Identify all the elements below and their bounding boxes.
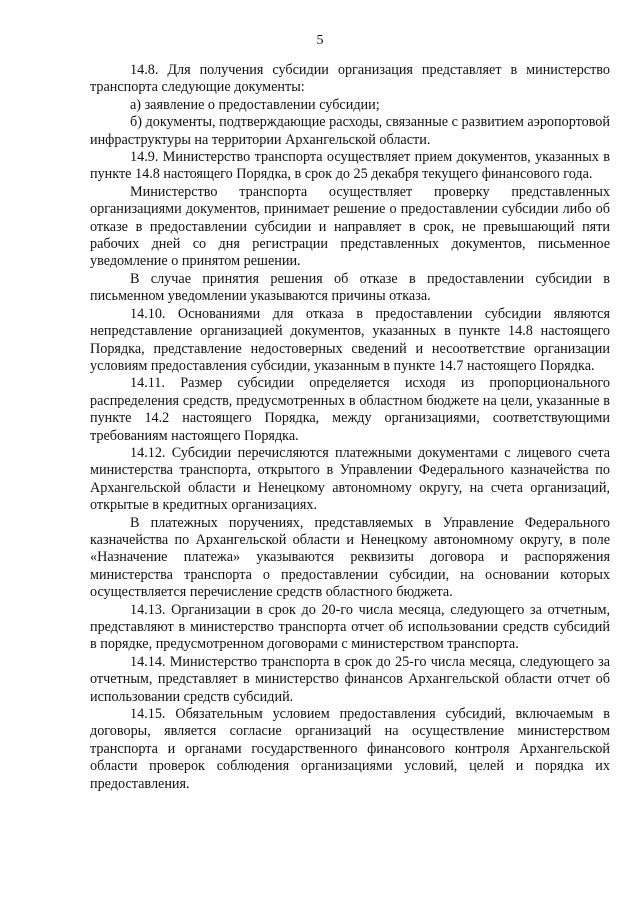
paragraph-item-a: а) заявление о предоставлении субсидии; [130, 96, 380, 113]
paragraph-14-15: 14.15. Обязательным условием предоставления субсидий, включаемым в договоры, является согласие организаций на осуществление министерством транспорта и органами государственного финансового контроля Архангельской области проверок соблюдения организациями условий, целей и порядка их предоставления. [90, 706, 610, 792]
paragraph-refusal-notice: В случае принятия решения об отказе в предоставлении субсидии в письменном уведомлении указываются причины отказа. [90, 270, 610, 305]
paragraph-14-13: 14.13. Организации в срок до 20-го числа месяца, следующего за отчетным, представляют в министерство транспорта отчет об использовании средств субсидий в порядке, предусмотренном договорами с министерством транспорта. [90, 601, 610, 653]
document-body [90, 62, 610, 793]
page-number: 5 [316, 33, 324, 48]
paragraph-14-14: 14.14. Министерство транспорта в срок до 25-го числа месяца, следующего за отчетным, представляет в министерство финансов Архангельской области отчет об использовании средств субсидий. [90, 653, 610, 705]
paragraph-payment-orders: В платежных поручениях, представляемых в Управление Федерального казначейства по Архангельской области и Ненецкому автономному округу, в поле «Назначение платежа» указываются реквизиты договора и распоряжения министерства транспорта о предоставлении субсидии, на основании которых осуществляется перечисление средств областного бюджета. [90, 514, 610, 601]
paragraph-14-11: 14.11. Размер субсидии определяется исходя из пропорционального распределения средств, предусмотренных в областном бюджете на цели, указанные в пункте 14.2 настоящего Порядка, между организациями, соответствующими требованиям настоящего Порядка. [90, 375, 610, 444]
paragraph-14-9: 14.9. Министерство транспорта осуществляет прием документов, указанных в пункте 14.8 настоящего Порядка, в срок до 25 декабря текущего финансового года. [90, 149, 610, 183]
paragraph-document-check: Министерство транспорта осуществляет проверку представленных организациями документов, принимает решение о предоставлении субсидии либо об отказе в предоставлении субсидии и направляет в срок, не превышающий пяти рабочих дней со дня регистрации представленных документов, письменное уведомление о принятом решении. [90, 183, 610, 270]
paragraph-14-10: 14.10. Основаниями для отказа в предоставлении субсидии являются непредставление организацией документов, указанных в пункте 14.8 настоящего Порядка, представление недостоверных сведений и несоответствие организации условиям предоставления субсидии, указанным в пункте 14.7 настоящего Порядка. [90, 305, 610, 374]
paragraph-item-b: б) документы, подтверждающие расходы, связанные с развитием аэропортовой инфраструктуры на территории Архангельской области. [90, 114, 610, 148]
paragraph-14-8: 14.8. Для получения субсидии организация представляет в министерство транспорта следующие документы: [90, 62, 610, 96]
paragraph-14-12: 14.12. Субсидии перечисляются платежными документами с лицевого счета министерства транспорта, открытого в Управлении Федерального казначейства по Архангельской области и Ненецкому автономному округу, на счета организаций, открытые в кредитных организациях. [90, 444, 610, 514]
